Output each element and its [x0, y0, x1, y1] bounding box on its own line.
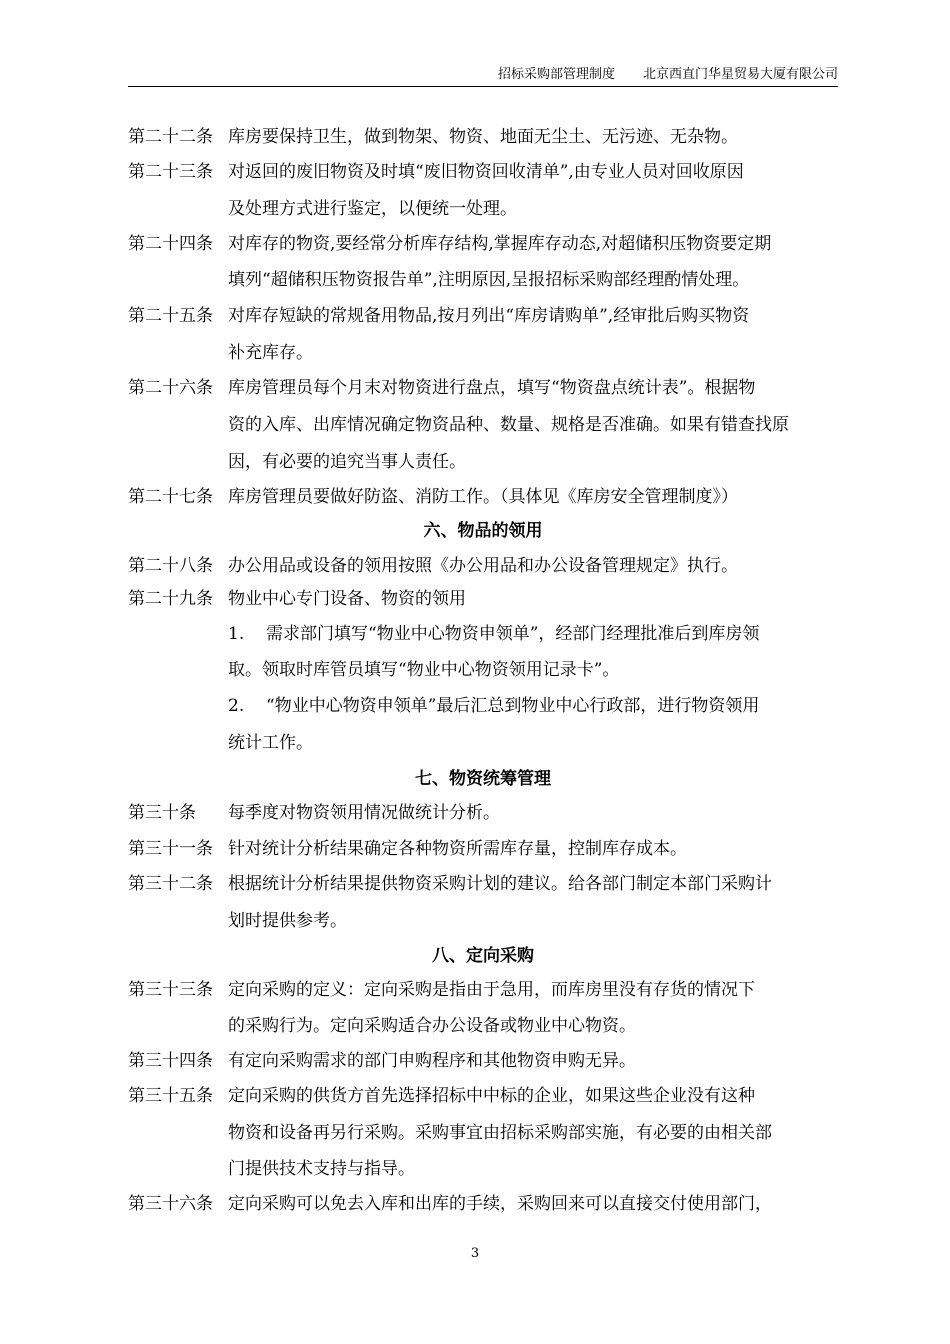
article-number: 第二十三条	[128, 162, 213, 182]
header-company: 北京西直门华星贸易大厦有限公司	[642, 67, 838, 82]
article-number: 第二十四条	[128, 234, 213, 254]
article-31	[128, 836, 687, 862]
article-number: 第二十七条	[128, 487, 213, 507]
article-33-cont: 的采购行为。定向采购适合办公设备或物业中心物资。	[228, 1016, 636, 1036]
article-text: 定向采购的供货方首先选择招标中中标的企业，如果这些企业没有这种	[228, 1086, 755, 1106]
article-text: 对库存的物资,要经常分析库存结构,掌握库存动态,对超储积压物资要定期	[228, 234, 772, 254]
article-33	[128, 977, 755, 1003]
article-30	[128, 800, 500, 826]
article-text: 库房管理员每个月末对物资进行盘点，填写“物资盘点统计表”。根据物	[228, 378, 756, 398]
article-number: 第三十五条	[128, 1086, 213, 1106]
article-text: 根据统计分析结果提供物资采购计划的建议。给各部门制定本部门采购计	[228, 874, 772, 894]
article-26-cont: 资的入库、出库情况确定物资品种、数量、规格是否准确。如果有错查找原	[228, 415, 789, 435]
list-item-number: 1.	[228, 624, 245, 644]
article-number: 第三十四条	[128, 1051, 213, 1071]
article-number: 第三十三条	[128, 980, 213, 1000]
article-36	[128, 1191, 772, 1217]
article-text: 每季度对物资领用情况做统计分析。	[228, 803, 500, 823]
article-24-cont: 填列“超储积压物资报告单”,注明原因,呈报招标采购部经理酌情处理。	[228, 270, 750, 290]
article-29	[128, 586, 466, 612]
header-doc-title: 招标采购部管理制度	[497, 67, 615, 82]
article-35	[128, 1083, 755, 1109]
list-item	[228, 621, 759, 647]
article-23	[128, 159, 744, 185]
article-number: 第三十二条	[128, 874, 213, 894]
article-text: 库房管理员要做好防盗、消防工作。（具体见《库房安全管理制度》）	[228, 487, 738, 507]
article-text: 定向采购可以免去入库和出库的手续，采购回来可以直接交付使用部门，	[228, 1194, 772, 1214]
article-number: 第二十八条	[128, 556, 213, 576]
article-number: 第二十九条	[128, 589, 213, 609]
article-34	[128, 1048, 636, 1074]
article-number: 第二十六条	[128, 378, 213, 398]
article-text: 对库存短缺的常规备用物品,按月列出“库房请购单”,经审批后购买物资	[228, 306, 750, 326]
section-heading: 六、物品的领用	[423, 521, 543, 541]
article-28	[128, 553, 738, 579]
article-text: 定向采购的定义：定向采购是指由于急用，而库房里没有存货的情况下	[228, 980, 755, 1000]
article-text: 库房要保持卫生，做到物架、物资、地面无尘土、无污迹、无杂物。	[228, 127, 738, 147]
article-26	[128, 375, 755, 401]
article-35-cont: 门提供技术支持与指导。	[228, 1159, 415, 1179]
article-35-cont: 物资和设备再另行采购。采购事宜由招标采购部实施，有必要的由相关部	[228, 1123, 772, 1143]
article-24	[128, 231, 771, 257]
section-heading: 八、定向采购	[432, 946, 534, 966]
article-32	[128, 871, 772, 897]
list-item-text: “物业中心物资申领单”最后汇总到物业中心行政部，进行物资领用	[266, 696, 760, 716]
article-text: 对返回的废旧物资及时填“废旧物资回收清单”,由专业人员对回收原因	[228, 162, 744, 182]
article-25	[128, 303, 749, 329]
section-heading: 七、物资统筹管理	[415, 769, 551, 789]
article-text: 物业中心专门设备、物资的领用	[228, 589, 466, 609]
article-text: 针对统计分析结果确定各种物资所需库存量，控制库存成本。	[228, 839, 687, 859]
article-text: 有定向采购需求的部门申购程序和其他物资申购无异。	[228, 1051, 636, 1071]
article-number: 第三十一条	[128, 839, 213, 859]
list-item-text: 需求部门填写“物业中心物资申领单”，经部门经理批准后到库房领	[266, 624, 760, 644]
list-item	[228, 693, 759, 719]
list-item-cont: 统计工作。	[228, 733, 313, 753]
article-25-cont: 补充库存。	[228, 343, 313, 363]
article-number: 第三十六条	[128, 1194, 213, 1214]
article-32-cont: 划时提供参考。	[228, 911, 347, 931]
article-text: 办公用品或设备的领用按照《办公用品和办公设备管理规定》执行。	[228, 556, 738, 576]
list-item-cont: 取。领取时库管员填写“物业中心物资领用记录卡”。	[228, 660, 620, 680]
article-26-cont: 因，有必要的追究当事人责任。	[228, 452, 466, 472]
article-number: 第三十条	[128, 803, 196, 823]
article-number: 第二十五条	[128, 306, 213, 326]
article-23-cont: 及处理方式进行鉴定，以便统一处理。	[228, 199, 517, 219]
article-27	[128, 484, 738, 510]
article-22	[128, 124, 738, 150]
list-item-number: 2.	[228, 696, 245, 716]
article-number: 第二十二条	[128, 127, 213, 147]
page-number: 3	[470, 1246, 480, 1261]
